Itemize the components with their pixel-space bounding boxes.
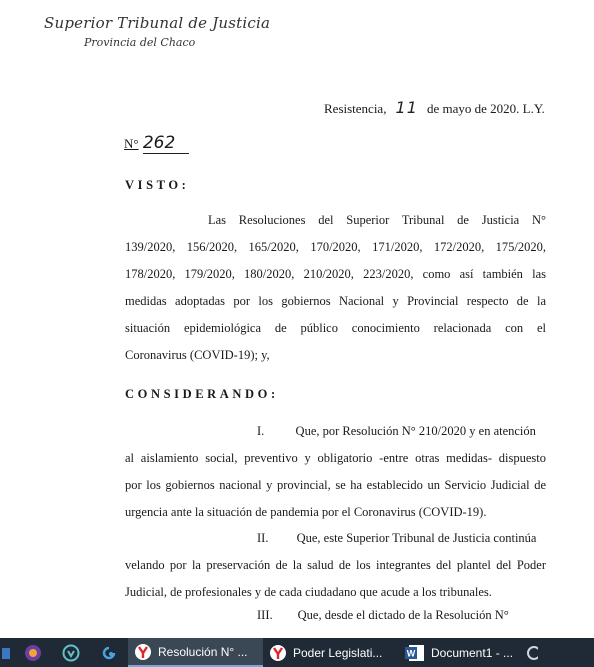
resolution-prefix: N° <box>124 136 139 151</box>
app-partial-icon[interactable] <box>521 638 541 667</box>
taskbar-app-poder-legislativo[interactable] <box>263 638 399 667</box>
heading-visto: VISTO: <box>125 178 190 192</box>
paragraph-line: por los gobiernos nacional y provincial, se ha establecido un Servicio Judicial de <box>125 478 546 492</box>
paragraph-line: velando por la preservación de la salud de los integrantes del plantel del Poder <box>125 558 546 572</box>
paragraph-line: 139/2020, 156/2020, 165/2020, 170/2020, 171/2020, 172/2020, 175/2020, <box>125 240 546 254</box>
paragraph-line: situación epidemiológica de público conocimiento relacionada con el <box>125 321 546 335</box>
letterhead-subtitle: Provincia del Chaco <box>84 36 196 49</box>
date-line <box>324 98 545 117</box>
paragraph-line: Las Resoluciones del Superior Tribunal de Justicia N° <box>208 213 546 227</box>
considerando-paragraph-1 <box>125 422 546 530</box>
paragraph-line: Judicial, de profesionales y de cada ciudadano que acude a los tribunales. <box>125 585 492 599</box>
heading-considerando: CONSIDERANDO: <box>125 387 279 401</box>
considerando-paragraph-3 <box>125 606 546 633</box>
taskbar-app-resolucion[interactable] <box>128 638 263 667</box>
letterhead-title: Superior Tribunal de Justicia <box>44 14 271 32</box>
date-place: Resistencia, <box>324 101 387 116</box>
vpn-app-icon[interactable] <box>52 638 90 667</box>
paragraph-line: I. Que, por Resolución N° 210/2020 y en atención <box>257 424 536 438</box>
yandex-browser-icon <box>269 644 287 662</box>
visto-paragraph <box>125 211 546 373</box>
date-day-handwritten: 11 <box>395 98 418 117</box>
considerando-paragraph-2 <box>125 529 546 610</box>
brave-browser-icon[interactable] <box>14 638 52 667</box>
svg-text:W: W <box>406 648 416 658</box>
resolution-number-handwritten: 262 <box>143 133 189 154</box>
paragraph-line: urgencia ante la situación de pandemia por el Coronavirus (COVID-19). <box>125 505 487 519</box>
date-rest: de mayo de 2020. L.Y. <box>426 101 545 116</box>
taskbar-app-label: Document1 - ... <box>431 645 514 660</box>
taskbar-app-label: Poder Legislati... <box>293 645 383 660</box>
paragraph-line: al aislamiento social, preventivo y obligatorio -entre otras medidas- dispuesto <box>125 451 546 465</box>
taskbar-app-label: Resolución N° ... <box>158 644 248 659</box>
paragraph-line: medidas adoptadas por los gobiernos Nacional y Provincial respecto de la <box>125 294 546 308</box>
taskbar <box>0 638 594 667</box>
resolution-number <box>124 133 189 154</box>
file-explorer-icon[interactable] <box>0 638 14 667</box>
paragraph-line: 178/2020, 179/2020, 180/2020, 210/2020, 223/2020, como así también las <box>125 267 546 281</box>
word-icon <box>405 644 425 662</box>
yandex-browser-icon <box>134 643 152 661</box>
paragraph-line: III. Que, desde el dictado de la Resolución N° <box>257 608 509 622</box>
paragraph-line: Coronavirus (COVID-19); y, <box>125 348 270 362</box>
taskbar-app-document1[interactable] <box>399 638 521 667</box>
paragraph-line: II. Que, este Superior Tribunal de Justicia continúa <box>257 531 537 545</box>
refresh-app-icon[interactable] <box>90 638 128 667</box>
